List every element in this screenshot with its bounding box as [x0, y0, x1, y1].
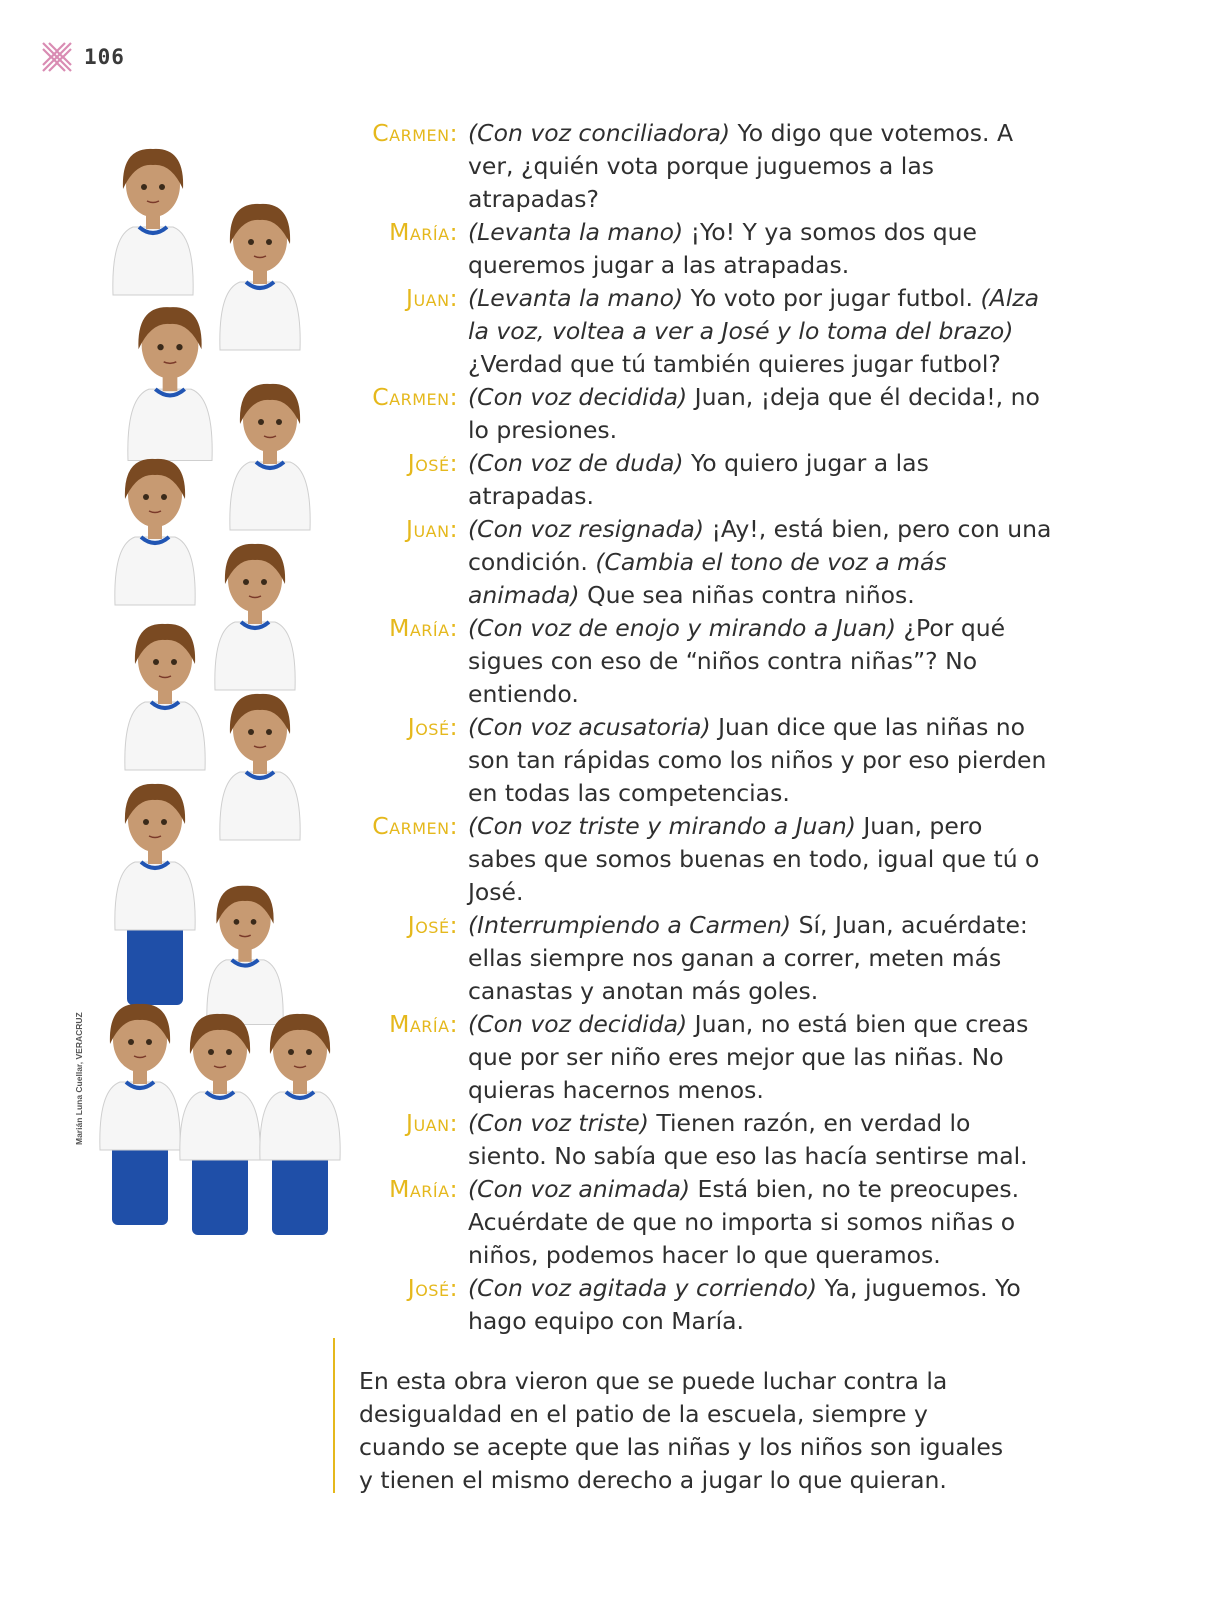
- closing-note-box: [333, 1338, 1079, 1493]
- dialogue-text: [468, 810, 1056, 909]
- child-eye: [159, 184, 165, 190]
- child-shirt: [180, 1092, 260, 1160]
- child-neck: [238, 949, 251, 962]
- stage-direction: (Con voz decidida): [468, 383, 688, 411]
- dialogue-text: [468, 1008, 1056, 1107]
- child-eye: [157, 344, 163, 350]
- child-neck: [253, 270, 267, 284]
- dialogue-text: [468, 909, 1056, 1008]
- stage-direction: (Con voz animada): [468, 1175, 691, 1203]
- speaker-name: José:: [407, 713, 458, 741]
- dialogue-line: [356, 1173, 1056, 1272]
- child-shirt: [115, 537, 195, 605]
- speaker-name: José:: [407, 911, 458, 939]
- speaker-name: María:: [389, 614, 458, 642]
- dialogue-line: [356, 117, 1056, 216]
- speaker-name: María:: [389, 218, 458, 246]
- spoken-text: ¿Por qué sigues con eso de “niños contra niñas”? No entiendo.: [468, 614, 1006, 708]
- closing-note-text: En esta obra vieron que se puede luchar contra la desigualdad en el patio de la escuela, siempre y cuando se acepte que las niñas y los niños son iguales y tienen el mismo derecho a jugar lo que quieran.: [359, 1367, 1004, 1494]
- child-neck: [148, 850, 162, 864]
- stage-direction: (Levanta la mano): [468, 284, 684, 312]
- dialogue-line: [356, 612, 1056, 711]
- dialogue-text: [468, 513, 1056, 612]
- child-shirt: [220, 282, 300, 350]
- spoken-text: ¡Yo! Y ya somos dos que queremos jugar a las atrapadas.: [468, 218, 978, 279]
- child-neck: [148, 525, 162, 539]
- stage-direction: (Levanta la mano): [468, 218, 684, 246]
- stage-direction: (Con voz conciliadora): [468, 119, 731, 147]
- child-eye: [276, 419, 282, 425]
- child-shirt: [220, 772, 300, 840]
- child-neck: [248, 610, 262, 624]
- child-eye: [141, 184, 147, 190]
- child-shirt: [230, 462, 310, 530]
- dialogue-text: [468, 1272, 1056, 1338]
- stage-direction: (Con voz agitada y corriendo): [468, 1274, 818, 1302]
- spoken-text: ¿Verdad que tú también quieres jugar futbol?: [468, 350, 1001, 378]
- page-number-block: [40, 40, 125, 74]
- spoken-text: Sí, Juan, acuérdate: ellas siempre nos ganan a correr, meten más canastas y anotan más goles.: [468, 911, 1028, 1005]
- child-eye: [234, 919, 240, 925]
- dialogue-line: [356, 216, 1056, 282]
- child-shirt: [113, 227, 193, 295]
- speaker-name: María:: [389, 1175, 458, 1203]
- child-eye: [248, 239, 254, 245]
- child-eye: [128, 1039, 134, 1045]
- stage-direction: (Con voz decidida): [468, 1010, 688, 1038]
- stage-direction: (Con voz de enojo y mirando a Juan): [468, 614, 897, 642]
- child-pants: [127, 925, 183, 1005]
- child-shirt: [115, 862, 195, 930]
- dialogue-text: [468, 216, 1056, 282]
- child-eye: [143, 494, 149, 500]
- child-eye: [176, 344, 182, 350]
- child-eye: [161, 494, 167, 500]
- illustration-credit: [73, 1012, 84, 1145]
- child-eye: [161, 819, 167, 825]
- child-eye: [153, 659, 159, 665]
- spoken-text: Juan dice que las niñas no son tan rápidas como los niños y por eso pierden en todas las competencias.: [468, 713, 1047, 807]
- stage-direction: (Con voz resignada): [468, 515, 704, 543]
- spoken-text: Tienen razón, en verdad lo siento. No sabía que eso las hacía sentirse mal.: [468, 1109, 1028, 1170]
- child-pants: [272, 1155, 328, 1235]
- spoken-text: Que sea niñas contra niños.: [579, 581, 915, 609]
- spoken-text: Ya, juguemos. Yo hago equipo con María.: [468, 1274, 1021, 1335]
- speaker-name: Juan:: [406, 284, 458, 312]
- speaker-name: Juan:: [406, 1109, 458, 1137]
- dialogue-text: [468, 612, 1056, 711]
- child-shirt: [125, 702, 205, 770]
- dialogue-text: [468, 711, 1056, 810]
- dialogue-text: [468, 447, 1056, 513]
- speaker-name: María:: [389, 1010, 458, 1038]
- child-neck: [263, 450, 277, 464]
- child-eye: [208, 1049, 214, 1055]
- child-pants: [112, 1145, 168, 1225]
- child-neck: [133, 1070, 147, 1084]
- stage-direction: (Alza la voz, voltea a ver a José y lo toma del brazo): [468, 284, 1039, 345]
- dialogue-text: [468, 1107, 1056, 1173]
- child-eye: [261, 579, 267, 585]
- spoken-text: Yo digo que votemos. A ver, ¿quién vota porque juguemos a las atrapadas?: [468, 119, 1014, 213]
- child-eye: [288, 1049, 294, 1055]
- child-neck: [158, 690, 172, 704]
- stage-direction: (Con voz acusatoria): [468, 713, 711, 741]
- child-shirt: [100, 1082, 180, 1150]
- dialogue-text: [468, 117, 1056, 216]
- child-neck: [293, 1080, 307, 1094]
- stage-direction: (Interrumpiendo a Carmen): [468, 911, 792, 939]
- spoken-text: Está bien, no te preocupes. Acuérdate de que no importa si somos niñas o niños, podemos hacer lo que queramos.: [468, 1175, 1020, 1269]
- dialogue-line: [356, 513, 1056, 612]
- child-neck: [253, 760, 267, 774]
- dialogue-text: [468, 381, 1056, 447]
- child-neck: [163, 377, 178, 392]
- dialogue-line: [356, 1107, 1056, 1173]
- stage-direction: (Con voz de duda): [468, 449, 684, 477]
- child-eye: [266, 729, 272, 735]
- speaker-name: José:: [407, 1274, 458, 1302]
- stage-direction: (Cambia el tono de voz a más animada): [468, 548, 947, 609]
- spoken-text: Juan, ¡deja que él decida!, no lo presiones.: [468, 383, 1040, 444]
- child-neck: [213, 1080, 227, 1094]
- child-eye: [143, 819, 149, 825]
- child-shirt: [128, 389, 212, 460]
- child-eye: [251, 919, 257, 925]
- children-illustration: [80, 130, 350, 1240]
- spoken-text: Yo quiero jugar a las atrapadas.: [468, 449, 929, 510]
- dialogue-line: [356, 447, 1056, 513]
- page-number: 106: [84, 45, 125, 69]
- dialogue-line: [356, 711, 1056, 810]
- child-shirt: [260, 1092, 340, 1160]
- illustration-credit-text: Marián Luna Cuellar, VERACRUZ: [74, 1012, 84, 1145]
- child-eye: [171, 659, 177, 665]
- dialogue-line: [356, 381, 1056, 447]
- decorative-cross-logo-icon: [40, 40, 74, 74]
- speaker-name: Carmen:: [372, 119, 458, 147]
- dialogue: [356, 117, 1056, 1338]
- dialogue-line: [356, 282, 1056, 381]
- spoken-text: Juan, pero sabes que somos buenas en todo, igual que tú o José.: [468, 812, 1040, 906]
- child-shirt: [215, 622, 295, 690]
- child-eye: [146, 1039, 152, 1045]
- speaker-name: Juan:: [406, 515, 458, 543]
- child-eye: [248, 729, 254, 735]
- spoken-text: ¡Ay!, está bien, pero con una condición.: [468, 515, 1052, 576]
- stage-direction: (Con voz triste): [468, 1109, 649, 1137]
- child-eye: [306, 1049, 312, 1055]
- speaker-name: Carmen:: [372, 383, 458, 411]
- child-pants: [192, 1155, 248, 1235]
- child-eye: [258, 419, 264, 425]
- dialogue-line: [356, 1272, 1056, 1338]
- child-eye: [243, 579, 249, 585]
- child-eye: [266, 239, 272, 245]
- speaker-name: Carmen:: [372, 812, 458, 840]
- speaker-name: José:: [407, 449, 458, 477]
- spoken-text: Juan, no está bien que creas que por ser niño eres mejor que las niñas. No quieras hacernos menos.: [468, 1010, 1029, 1104]
- spoken-text: Yo voto por jugar futbol.: [683, 284, 981, 312]
- dialogue-text: [468, 282, 1056, 381]
- child-eye: [226, 1049, 232, 1055]
- dialogue-text: [468, 1173, 1056, 1272]
- dialogue-line: [356, 909, 1056, 1008]
- child-neck: [146, 215, 160, 229]
- dialogue-line: [356, 810, 1056, 909]
- stage-direction: (Con voz triste y mirando a Juan): [468, 812, 856, 840]
- dialogue-line: [356, 1008, 1056, 1107]
